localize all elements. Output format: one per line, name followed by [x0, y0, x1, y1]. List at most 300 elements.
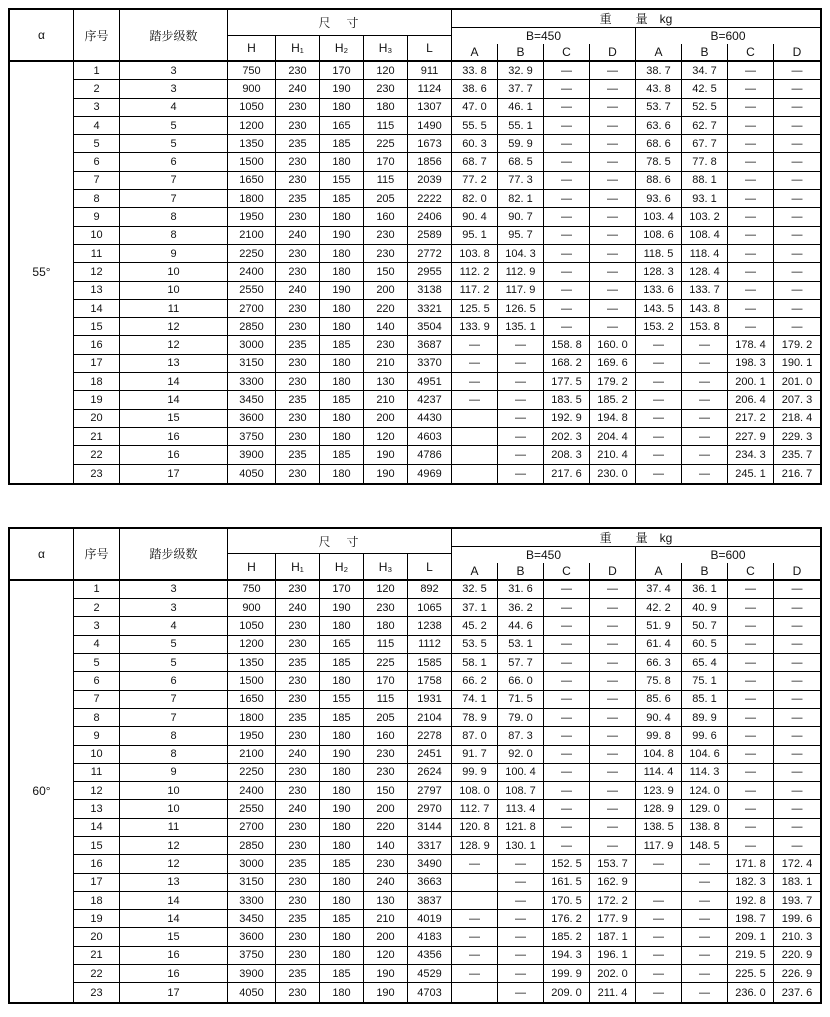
- b600-d-cell: —: [791, 119, 803, 132]
- steps-cell: 8: [120, 208, 228, 225]
- data-rows: [74, 62, 820, 483]
- l-cell: 1065: [408, 599, 452, 616]
- b600-b-cell: 93. 1: [682, 190, 728, 207]
- h-cell: 3750: [228, 947, 276, 964]
- h2-cell: 180: [320, 465, 364, 483]
- b450-c-cell: —: [544, 727, 590, 744]
- col-header-H: H: [228, 36, 276, 61]
- h-cell: 1950: [228, 208, 276, 225]
- b600-a-cell: —: [636, 965, 682, 982]
- b600-b-cell: 129. 0: [682, 800, 728, 817]
- h2-cell: 180: [320, 874, 364, 891]
- b600-d-cell: —: [791, 137, 803, 150]
- h2-cell: 185: [320, 336, 364, 353]
- table-row: [74, 190, 820, 208]
- h-cell: 1050: [228, 99, 276, 116]
- b450-b-cell: 104. 3: [498, 245, 544, 262]
- table-row: [74, 965, 820, 983]
- h3-cell: 170: [364, 153, 408, 170]
- table-row: [74, 764, 820, 782]
- b450-c-cell: —: [544, 581, 590, 598]
- b600-d-cell: —: [791, 729, 803, 742]
- table-row: [74, 983, 820, 1001]
- h1-cell: 235: [276, 190, 320, 207]
- h2-cell: 185: [320, 910, 364, 927]
- b600-b-cell: —: [682, 465, 728, 483]
- b600-a-cell: 61. 4: [636, 636, 682, 653]
- steps-cell: 10: [120, 282, 228, 299]
- h-cell: 1800: [228, 190, 276, 207]
- b600-c-cell: —: [728, 208, 774, 225]
- col-header-H3: H₃: [364, 36, 408, 61]
- l-cell: 4703: [408, 983, 452, 1001]
- h1-cell: 230: [276, 782, 320, 799]
- steps-cell: 9: [120, 764, 228, 781]
- b450-b-cell: 71. 5: [498, 691, 544, 708]
- b450-b-cell: —: [498, 355, 544, 372]
- alpha-header: α: [10, 10, 74, 60]
- b450-c-cell: —: [544, 819, 590, 836]
- h-cell: 1500: [228, 672, 276, 689]
- b450-c-cell: —: [544, 617, 590, 634]
- b450-c-cell: —: [544, 117, 590, 134]
- b450-b-cell: —: [498, 874, 544, 891]
- l-cell: 3321: [408, 300, 452, 317]
- col-header-b600-D: D: [792, 45, 802, 59]
- b600-d-cell: —: [791, 674, 803, 687]
- b600-a-cell: —: [636, 446, 682, 463]
- h3-cell: 230: [364, 764, 408, 781]
- b600-b-cell: —: [682, 410, 728, 427]
- b450-b-cell: 53. 1: [498, 636, 544, 653]
- b600-d-cell: —: [791, 302, 803, 315]
- serial-cell: 16: [74, 855, 120, 872]
- steps-cell: 7: [120, 691, 228, 708]
- b600-a-cell: 38. 7: [636, 62, 682, 79]
- steps-cell: 4: [120, 99, 228, 116]
- table-row: [74, 727, 820, 745]
- b450-c-cell: —: [544, 135, 590, 152]
- b450-c-cell: 199. 9: [544, 965, 590, 982]
- h3-cell: 200: [364, 928, 408, 945]
- l-cell: 3138: [408, 282, 452, 299]
- b450-d-cell: —: [590, 764, 636, 781]
- b600-c-cell: —: [728, 599, 774, 616]
- h1-cell: 235: [276, 446, 320, 463]
- l-cell: 3663: [408, 874, 452, 891]
- b450-a-cell: 103. 8: [452, 245, 498, 262]
- b600-d-cell: —: [791, 174, 803, 187]
- b450-a-cell: 128. 9: [452, 837, 498, 854]
- steps-cell: 7: [120, 190, 228, 207]
- b450-a-cell: [452, 892, 498, 909]
- h3-cell: 230: [364, 227, 408, 244]
- table-row: [74, 172, 820, 190]
- b450-a-cell: 60. 3: [452, 135, 498, 152]
- h1-cell: 230: [276, 928, 320, 945]
- b450-b-cell: 46. 1: [498, 99, 544, 116]
- l-cell: 2955: [408, 263, 452, 280]
- h1-cell: 240: [276, 80, 320, 97]
- h3-cell: 240: [364, 874, 408, 891]
- col-header-b450-A: A: [452, 563, 498, 579]
- b600-b-cell: 133. 7: [682, 282, 728, 299]
- b600-b-cell: 153. 8: [682, 318, 728, 335]
- b600-b-cell: 50. 7: [682, 617, 728, 634]
- b450-c-cell: —: [544, 800, 590, 817]
- b600-b-cell: —: [682, 855, 728, 872]
- b450-b-cell: —: [498, 855, 544, 872]
- b450-d-cell: 177. 9: [590, 910, 636, 927]
- b600-c-cell: —: [728, 282, 774, 299]
- l-cell: 3490: [408, 855, 452, 872]
- alpha-value: 60°: [10, 581, 74, 1002]
- b450-c-cell: —: [544, 62, 590, 79]
- steps-cell: 5: [120, 117, 228, 134]
- h2-cell: 155: [320, 691, 364, 708]
- b450-c-cell: —: [544, 636, 590, 653]
- serial-cell: 15: [74, 318, 120, 335]
- h1-cell: 230: [276, 837, 320, 854]
- b450-d-cell: 160. 0: [590, 336, 636, 353]
- b600-c-cell: —: [728, 782, 774, 799]
- h-cell: 2550: [228, 800, 276, 817]
- b450-a-cell: 112. 2: [452, 263, 498, 280]
- serial-cell: 1: [74, 581, 120, 598]
- table-row: [74, 355, 820, 373]
- b450-b-cell: 66. 0: [498, 672, 544, 689]
- col-header-b450-B: B: [498, 563, 544, 579]
- serial-cell: 16: [74, 336, 120, 353]
- col-header-b450-A: A: [452, 44, 498, 60]
- h3-cell: 225: [364, 654, 408, 671]
- b450-b-cell: 79. 0: [498, 709, 544, 726]
- b450-d-cell: 172. 2: [590, 892, 636, 909]
- b450-d-cell: —: [590, 691, 636, 708]
- table-row: [74, 636, 820, 654]
- b600-b-cell: 99. 6: [682, 727, 728, 744]
- b450-c-cell: —: [544, 172, 590, 189]
- serial-cell: 13: [74, 282, 120, 299]
- b450-b-cell: 113. 4: [498, 800, 544, 817]
- b600-c-cell: 227. 9: [728, 428, 774, 445]
- b450-b-cell: 121. 8: [498, 819, 544, 836]
- b600-d-cell: —: [791, 803, 803, 816]
- serial-cell: 23: [74, 983, 120, 1001]
- serial-cell: 11: [74, 245, 120, 262]
- serial-cell: 3: [74, 99, 120, 116]
- b450-d-cell: —: [590, 727, 636, 744]
- b450-b-cell: 108. 7: [498, 782, 544, 799]
- steps-header: 踏步级数: [120, 10, 228, 60]
- b450-c-cell: 192. 9: [544, 410, 590, 427]
- b450-d-cell: 153. 7: [590, 855, 636, 872]
- b600-d-cell: —: [791, 247, 803, 260]
- b450-c-cell: —: [544, 190, 590, 207]
- table-row: [74, 227, 820, 245]
- table-row: [74, 117, 820, 135]
- b450-c-cell: 170. 5: [544, 892, 590, 909]
- col-header-H: H: [228, 554, 276, 579]
- h2-cell: 180: [320, 208, 364, 225]
- b450-a-cell: 117. 2: [452, 282, 498, 299]
- b450-b-cell: —: [498, 446, 544, 463]
- b450-a-cell: [452, 428, 498, 445]
- table-row: [74, 746, 820, 764]
- table-row: [74, 245, 820, 263]
- serial-cell: 21: [74, 428, 120, 445]
- b450-d-cell: 185. 2: [590, 391, 636, 408]
- h2-cell: 185: [320, 965, 364, 982]
- l-cell: 4951: [408, 373, 452, 390]
- b600-b-cell: 77. 8: [682, 153, 728, 170]
- l-cell: 2406: [408, 208, 452, 225]
- h-cell: 1200: [228, 636, 276, 653]
- steps-cell: 13: [120, 355, 228, 372]
- h1-cell: 235: [276, 965, 320, 982]
- h-cell: 3600: [228, 410, 276, 427]
- l-cell: 892: [408, 581, 452, 598]
- h3-cell: 130: [364, 892, 408, 909]
- b450-c-cell: —: [544, 208, 590, 225]
- b450-a-cell: 32. 5: [452, 581, 498, 598]
- steps-cell: 6: [120, 153, 228, 170]
- h-cell: 1650: [228, 691, 276, 708]
- h1-cell: 230: [276, 691, 320, 708]
- b600-b-cell: 62. 7: [682, 117, 728, 134]
- l-cell: 4183: [408, 928, 452, 945]
- h2-cell: 185: [320, 391, 364, 408]
- l-cell: 4529: [408, 965, 452, 982]
- h1-cell: 230: [276, 172, 320, 189]
- b600-c-cell: —: [728, 318, 774, 335]
- h-cell: 2250: [228, 245, 276, 262]
- col-header-b600-B: B: [682, 44, 728, 60]
- b600-a-cell: 108. 6: [636, 227, 682, 244]
- b450-c-cell: —: [544, 599, 590, 616]
- b450-c-cell: —: [544, 99, 590, 116]
- table-row: [74, 373, 820, 391]
- b450-c-cell: —: [544, 227, 590, 244]
- col-header-b450-C: C: [544, 44, 590, 60]
- h2-cell: 185: [320, 855, 364, 872]
- steps-cell: 5: [120, 135, 228, 152]
- alpha-value: 55°: [10, 62, 74, 483]
- b600-d-cell: —: [791, 101, 803, 114]
- dimensions-header-group: [228, 529, 452, 579]
- b450-a-cell: [452, 983, 498, 1001]
- b600-a-cell: 68. 6: [636, 135, 682, 152]
- steps-cell: 6: [120, 672, 228, 689]
- b600-a-cell: 128. 9: [636, 800, 682, 817]
- b450-c-cell: —: [544, 691, 590, 708]
- h3-cell: 220: [364, 300, 408, 317]
- b600-a-cell: —: [636, 355, 682, 372]
- h-cell: 2850: [228, 318, 276, 335]
- l-cell: 2104: [408, 709, 452, 726]
- h1-cell: 230: [276, 62, 320, 79]
- h-cell: 3450: [228, 910, 276, 927]
- h3-cell: 190: [364, 446, 408, 463]
- h3-cell: 205: [364, 709, 408, 726]
- h-cell: 3300: [228, 892, 276, 909]
- b450-d-cell: 230. 0: [590, 465, 636, 483]
- steps-cell: 10: [120, 800, 228, 817]
- b450-d-cell: —: [590, 99, 636, 116]
- h2-cell: 180: [320, 928, 364, 945]
- b450-c-cell: 161. 5: [544, 874, 590, 891]
- h3-cell: 115: [364, 636, 408, 653]
- b600-b-cell: 60. 5: [682, 636, 728, 653]
- b450-d-cell: —: [590, 208, 636, 225]
- b600-a-cell: 114. 4: [636, 764, 682, 781]
- b600-b-cell: 85. 1: [682, 691, 728, 708]
- h2-cell: 180: [320, 983, 364, 1001]
- h2-cell: 190: [320, 599, 364, 616]
- h1-cell: 230: [276, 819, 320, 836]
- b600-c-cell: —: [728, 117, 774, 134]
- b600-c-cell: —: [728, 99, 774, 116]
- b600-c-cell: 225. 5: [728, 965, 774, 982]
- b600-c-cell: 236. 0: [728, 983, 774, 1001]
- serial-cell: 18: [74, 892, 120, 909]
- h-cell: 3900: [228, 446, 276, 463]
- b450-b-cell: —: [498, 947, 544, 964]
- serial-cell: 5: [74, 654, 120, 671]
- l-cell: 4969: [408, 465, 452, 483]
- b450-b-cell: 36. 2: [498, 599, 544, 616]
- b600-c-cell: —: [728, 727, 774, 744]
- table-row: [74, 80, 820, 98]
- b450-a-cell: 133. 9: [452, 318, 498, 335]
- h-cell: 4050: [228, 465, 276, 483]
- b600-d-cell: 199. 6: [781, 912, 813, 925]
- b450-d-cell: 202. 0: [590, 965, 636, 982]
- h2-cell: 185: [320, 190, 364, 207]
- h3-cell: 140: [364, 837, 408, 854]
- b600-c-cell: —: [728, 581, 774, 598]
- h-cell: 750: [228, 581, 276, 598]
- col-header-H1: H₁: [276, 554, 320, 579]
- b600-b-cell: 34. 7: [682, 62, 728, 79]
- b600-b-cell: 52. 5: [682, 99, 728, 116]
- serial-cell: 10: [74, 227, 120, 244]
- h2-cell: 180: [320, 245, 364, 262]
- serial-cell: 9: [74, 727, 120, 744]
- b600-d-cell: —: [791, 192, 803, 205]
- serial-cell: 13: [74, 800, 120, 817]
- table-row: [74, 855, 820, 873]
- b450-a-cell: [452, 465, 498, 483]
- steps-cell: 16: [120, 947, 228, 964]
- b600-c-cell: 198. 3: [728, 355, 774, 372]
- h3-cell: 210: [364, 391, 408, 408]
- b450-c-cell: —: [544, 709, 590, 726]
- steps-cell: 8: [120, 727, 228, 744]
- serial-cell: 6: [74, 672, 120, 689]
- b600-b-cell: —: [682, 446, 728, 463]
- b450-a-cell: 91. 7: [452, 746, 498, 763]
- l-cell: 4430: [408, 410, 452, 427]
- h3-cell: 230: [364, 336, 408, 353]
- table-row: [74, 336, 820, 354]
- b600-b-cell: 108. 4: [682, 227, 728, 244]
- serial-header: 序号: [74, 10, 120, 60]
- b450-b-cell: 32. 9: [498, 62, 544, 79]
- data-rows: [74, 581, 820, 1002]
- weight-title: 重 量 kg: [452, 10, 820, 28]
- b600-d-cell: —: [791, 601, 803, 614]
- b450-b-cell: 77. 3: [498, 172, 544, 189]
- h1-cell: 230: [276, 263, 320, 280]
- b450-c-cell: —: [544, 782, 590, 799]
- b450-b-cell: —: [498, 910, 544, 927]
- h1-cell: 230: [276, 727, 320, 744]
- serial-cell: 8: [74, 709, 120, 726]
- b450-c-cell: 176. 2: [544, 910, 590, 927]
- b450-d-cell: —: [590, 227, 636, 244]
- l-cell: 4019: [408, 910, 452, 927]
- b450-d-cell: 162. 9: [590, 874, 636, 891]
- b600-a-cell: —: [636, 892, 682, 909]
- h3-cell: 230: [364, 599, 408, 616]
- table-row: [74, 135, 820, 153]
- table-row: [74, 617, 820, 635]
- b450-b-cell: —: [498, 410, 544, 427]
- b450-d-cell: —: [590, 300, 636, 317]
- h1-cell: 235: [276, 654, 320, 671]
- h-cell: 900: [228, 599, 276, 616]
- serial-cell: 7: [74, 691, 120, 708]
- b450-c-cell: 177. 5: [544, 373, 590, 390]
- l-cell: 1758: [408, 672, 452, 689]
- h1-cell: 235: [276, 855, 320, 872]
- h2-cell: 170: [320, 581, 364, 598]
- l-cell: 4237: [408, 391, 452, 408]
- serial-cell: 7: [74, 172, 120, 189]
- serial-cell: 22: [74, 446, 120, 463]
- b600-a-cell: 93. 6: [636, 190, 682, 207]
- b600-d-cell: —: [791, 748, 803, 761]
- h-cell: 1950: [228, 727, 276, 744]
- serial-cell: 17: [74, 874, 120, 891]
- h1-cell: 230: [276, 636, 320, 653]
- weight-title: 重 量 kg: [452, 529, 820, 547]
- b450-a-cell: 66. 2: [452, 672, 498, 689]
- h-cell: 1500: [228, 153, 276, 170]
- b450-c-cell: 152. 5: [544, 855, 590, 872]
- l-cell: 1112: [408, 636, 452, 653]
- weight-header-group: [452, 529, 820, 579]
- b450-d-cell: —: [590, 80, 636, 97]
- h2-cell: 180: [320, 373, 364, 390]
- dimensions-header-group: [228, 10, 452, 60]
- steps-cell: 16: [120, 446, 228, 463]
- h2-cell: 180: [320, 263, 364, 280]
- l-cell: 2589: [408, 227, 452, 244]
- b600-d-cell: 172. 4: [781, 857, 813, 870]
- col-header-b450-C: C: [544, 563, 590, 579]
- b450-c-cell: 202. 3: [544, 428, 590, 445]
- b450-b-cell: 126. 5: [498, 300, 544, 317]
- b450-c-cell: —: [544, 318, 590, 335]
- l-cell: 1585: [408, 654, 452, 671]
- b600-d-cell: 226. 9: [781, 967, 813, 980]
- b450-b-cell: 82. 1: [498, 190, 544, 207]
- l-cell: 1490: [408, 117, 452, 134]
- h2-cell: 180: [320, 819, 364, 836]
- b450-c-cell: 168. 2: [544, 355, 590, 372]
